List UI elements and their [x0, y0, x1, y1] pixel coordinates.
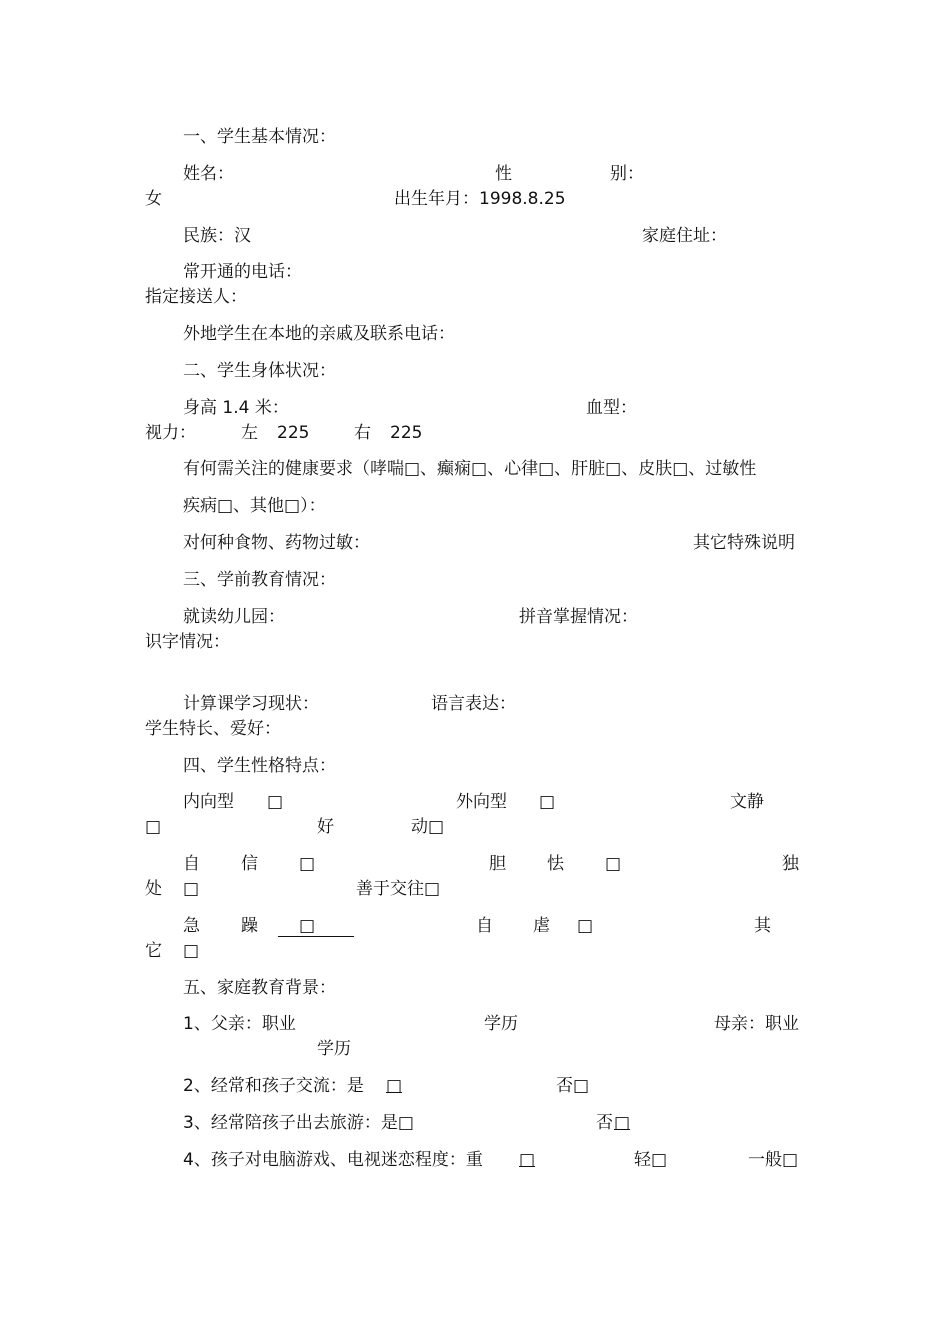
section4-heading: 四、学生性格特点： [183, 756, 336, 776]
father-education-label: 学历 [484, 1014, 518, 1034]
allergy-label: 对何种食物、药物过敏： [183, 533, 370, 553]
quiet-label: 文静 [730, 792, 764, 812]
ethnicity: 民族：汉 [183, 226, 251, 246]
travel-no-label: 否 [596, 1113, 613, 1133]
screen-addiction-heavy-checkbox[interactable]: □ [519, 1150, 536, 1170]
active-label: 动□ [411, 817, 445, 837]
health-requirements-line1: 有何需关注的健康要求（哮喘□、癫痫□、心律□、肝脏□、皮肤□、过敏性 [183, 459, 757, 479]
introvert-checkbox[interactable]: □ [267, 792, 284, 812]
quiet-checkbox[interactable]: □ [145, 817, 162, 837]
section5-heading: 五、家庭教育背景： [183, 978, 336, 998]
address-label: 家庭住址： [642, 226, 727, 246]
solitary-checkbox[interactable]: □ [183, 879, 200, 899]
travel-question: 3、经常陪孩子出去旅游：是□ [183, 1113, 414, 1133]
active-label-char1: 好 [317, 817, 334, 837]
timid-char2: 怯 [547, 854, 564, 874]
vision-left-value: 225 [277, 423, 310, 443]
solitary-char2: 处 [145, 879, 162, 899]
communication-question: 2、经常和孩子交流：是 [183, 1076, 364, 1096]
gender-label-char1: 性 [495, 164, 512, 184]
self-abuse-checkbox[interactable]: □ [577, 916, 594, 936]
phone-label: 常开通的电话： [183, 262, 302, 282]
self-abuse-char1: 自 [476, 916, 493, 936]
irritable-checkbox[interactable]: □ [299, 916, 316, 936]
gender-label-char2: 别： [610, 164, 644, 184]
section3-heading: 三、学前教育情况： [183, 570, 336, 590]
introvert-label: 内向型 [183, 792, 234, 812]
vision-label: 视力： [145, 423, 196, 443]
other-notes-label: 其它特殊说明 [693, 533, 795, 553]
pinyin-label: 拼音掌握情况： [519, 607, 638, 627]
blood-type-label: 血型： [586, 398, 637, 418]
health-requirements-line2: 疾病□、其他□）： [183, 496, 326, 516]
communication-no-option[interactable]: 否□ [556, 1076, 590, 1096]
other-trait-checkbox[interactable]: □ [183, 941, 200, 961]
hobbies-label: 学生特长、爱好： [145, 719, 281, 739]
confident-char2: 信 [241, 854, 258, 874]
confident-checkbox[interactable]: □ [299, 854, 316, 874]
extrovert-checkbox[interactable]: □ [539, 792, 556, 812]
communication-yes-checkbox[interactable]: □ [386, 1076, 403, 1096]
timid-checkbox[interactable]: □ [605, 854, 622, 874]
sociable-label: 善于交往□ [356, 879, 441, 899]
name-label: 姓名： [183, 164, 234, 184]
extrovert-label: 外向型 [456, 792, 507, 812]
travel-no-checkbox[interactable]: □ [614, 1113, 631, 1133]
screen-addiction-light-option[interactable]: 轻□ [634, 1150, 668, 1170]
section2-heading: 二、学生身体状况： [183, 361, 336, 381]
other-trait-char2: 它 [145, 941, 162, 961]
birth-date: 出生年月：1998.8.25 [394, 189, 566, 209]
vision-left-label: 左 [241, 423, 258, 443]
language-label: 语言表达： [431, 694, 516, 714]
kindergarten-label: 就读幼儿园： [183, 607, 285, 627]
vision-right-value: 225 [390, 423, 423, 443]
vision-right-label: 右 [354, 423, 371, 443]
mother-occupation-label: 母亲：职业 [714, 1014, 799, 1034]
irritable-char2: 躁 [241, 916, 258, 936]
screen-addiction-question: 4、孩子对电脑游戏、电视迷恋程度：重 [183, 1150, 483, 1170]
height-label: 身高 1.4 米： [183, 398, 289, 418]
pickup-label: 指定接送人： [145, 287, 247, 307]
gender-value: 女 [145, 189, 162, 209]
irritable-underline [278, 936, 354, 937]
mother-education-label: 学历 [317, 1039, 351, 1059]
other-trait-char1: 其 [754, 916, 771, 936]
screen-addiction-normal-option[interactable]: 一般□ [748, 1150, 799, 1170]
relatives-label: 外地学生在本地的亲戚及联系电话： [183, 324, 455, 344]
irritable-char1: 急 [183, 916, 200, 936]
literacy-label: 识字情况： [145, 632, 230, 652]
timid-char1: 胆 [489, 854, 506, 874]
solitary-char1: 独 [782, 854, 799, 874]
math-label: 计算课学习现状： [183, 694, 319, 714]
section1-heading: 一、学生基本情况： [183, 127, 336, 147]
confident-char1: 自 [183, 854, 200, 874]
self-abuse-char2: 虐 [533, 916, 550, 936]
father-occupation-label: 1、父亲：职业 [183, 1014, 296, 1034]
